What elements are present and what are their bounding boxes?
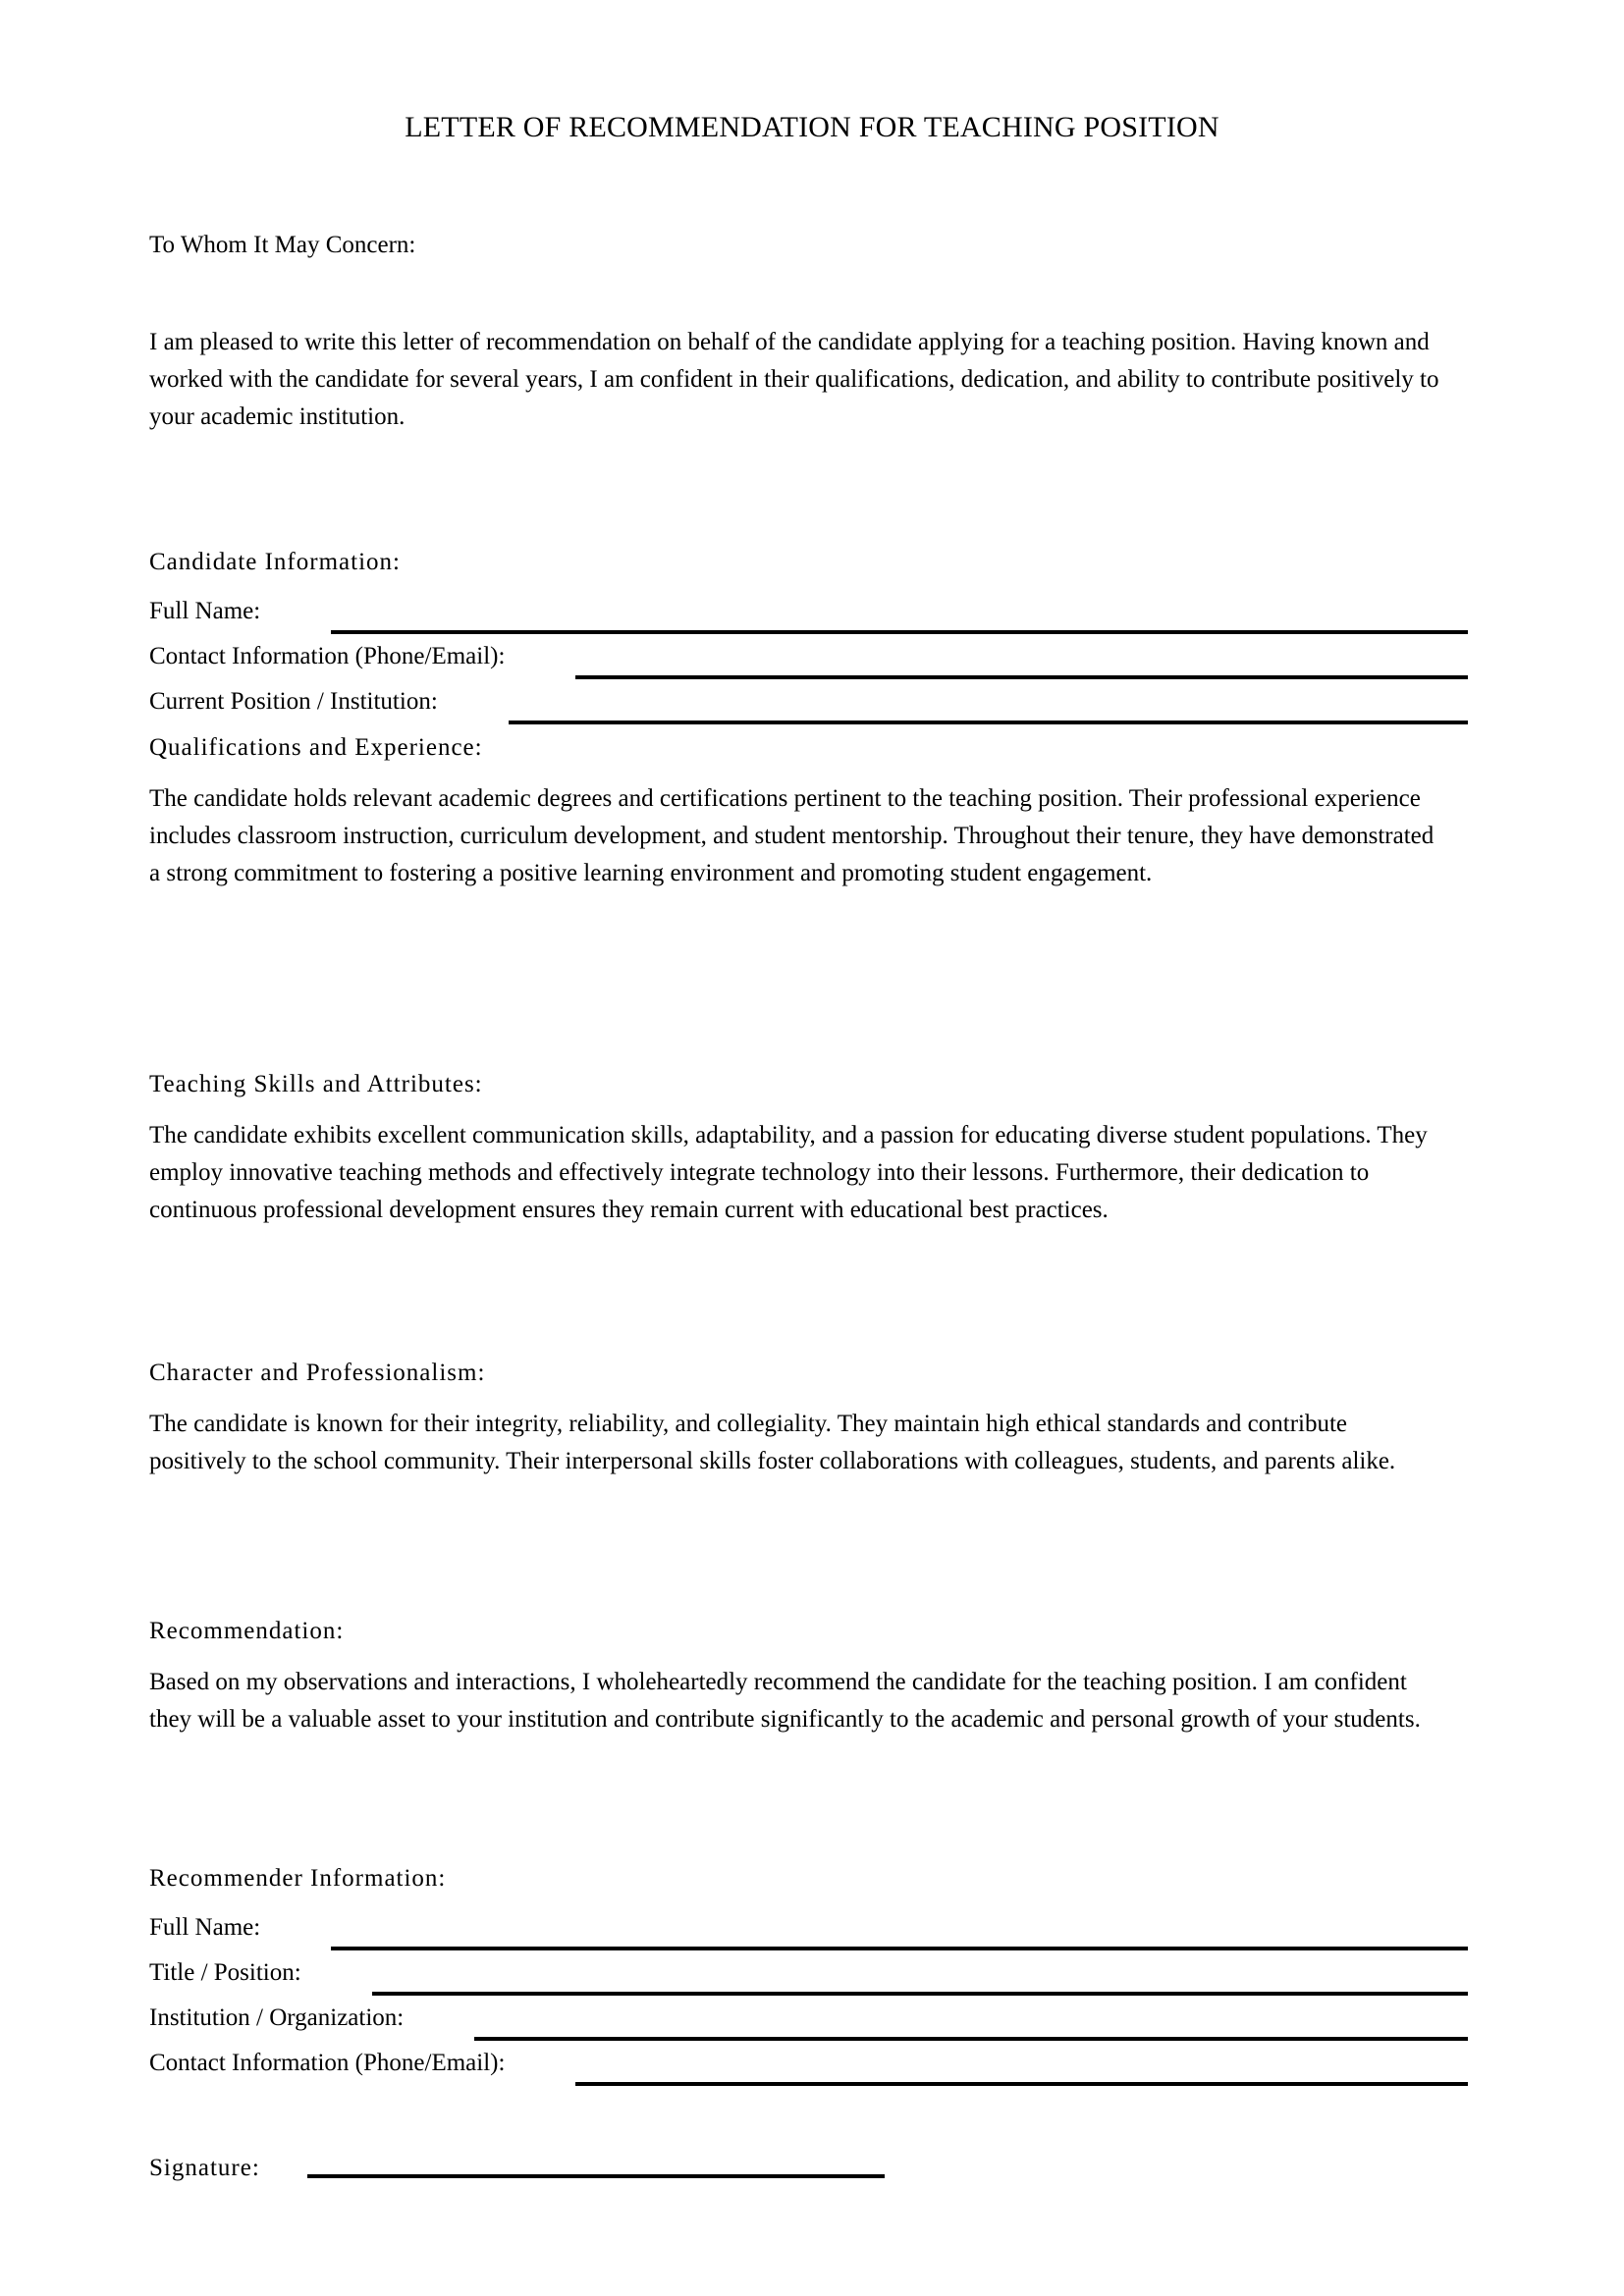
recommender-contact-input[interactable] bbox=[575, 2082, 1468, 2086]
recommender-title-input[interactable] bbox=[372, 1992, 1468, 1996]
recommender-information-block bbox=[149, 1862, 1468, 2092]
recommender-full-name-row bbox=[149, 1911, 1468, 1956]
candidate-contact-input[interactable] bbox=[575, 675, 1468, 679]
section-recommendation bbox=[149, 1615, 1443, 1738]
signature-row bbox=[149, 2142, 1468, 2185]
recommender-title-row bbox=[149, 1956, 1468, 2002]
candidate-information-block bbox=[149, 546, 1468, 730]
candidate-position-row bbox=[149, 685, 1468, 730]
section-teaching-skills-and-attributes bbox=[149, 1068, 1443, 1229]
candidate-position-label: Current Position / Institution: bbox=[149, 688, 438, 715]
salutation: To Whom It May Concern: bbox=[149, 232, 416, 258]
recommender-full-name-label: Full Name: bbox=[149, 1914, 261, 1941]
section-heading-character: Character and Professionalism: bbox=[149, 1360, 486, 1386]
candidate-position-input[interactable] bbox=[509, 721, 1468, 724]
recommender-contact-row bbox=[149, 2047, 1468, 2092]
intro-paragraph: I am pleased to write this letter of recommendation on behalf of the candidate applying for a teaching position. Having known and worked with the candidate for several years, I am confident in their qualifications, dedication, and ability to contribute positively to your academic institution. bbox=[149, 329, 1439, 430]
candidate-contact-label: Contact Information (Phone/Email): bbox=[149, 643, 506, 669]
signature-input[interactable] bbox=[307, 2174, 885, 2178]
section-body-teaching-skills: The candidate exhibits excellent communication skills, adaptability, and a passion for educating diverse student populations. They employ innovative teaching methods and effectively integrate technology into their lessons. Furthermore, their dedication to continuous professional development ensures they remain current with educational best practices. bbox=[149, 1122, 1428, 1223]
recommender-information-heading: Recommender Information: bbox=[149, 1865, 447, 1892]
candidate-full-name-label: Full Name: bbox=[149, 598, 261, 624]
page-title: LETTER OF RECOMMENDATION FOR TEACHING POSITION bbox=[405, 111, 1219, 143]
section-heading-recommendation: Recommendation: bbox=[149, 1618, 345, 1644]
recommender-full-name-input[interactable] bbox=[331, 1947, 1468, 1950]
recommender-institution-row bbox=[149, 2002, 1468, 2047]
section-body-character: The candidate is known for their integrity, reliability, and collegiality. They maintain high ethical standards and contribute positively to the school community. Their interpersonal skills foster collaborations with colleagues, students, and parents alike. bbox=[149, 1411, 1396, 1474]
section-character-and-professionalism bbox=[149, 1357, 1443, 1480]
candidate-full-name-input[interactable] bbox=[331, 630, 1468, 634]
candidate-contact-row bbox=[149, 640, 1468, 685]
section-body-recommendation: Based on my observations and interactions, I wholeheartedly recommend the candidate for the teaching position. I am confident they will be a valuable asset to your institution and contribute significantly to the academic and personal growth of your students. bbox=[149, 1669, 1421, 1733]
recommender-institution-input[interactable] bbox=[474, 2037, 1468, 2041]
section-heading-teaching-skills: Teaching Skills and Attributes: bbox=[149, 1071, 483, 1097]
section-body-qualifications: The candidate holds relevant academic degrees and certifications pertinent to the teaching position. Their professional experience includes classroom instruction, curriculum development, and student mentorship. Throughout their tenure, they have demonstrated a strong commitment to fostering a positive learning environment and promoting student engagement. bbox=[149, 785, 1435, 886]
section-qualifications-and-experience bbox=[149, 731, 1443, 892]
section-heading-qualifications: Qualifications and Experience: bbox=[149, 734, 483, 761]
recommender-institution-label: Institution / Organization: bbox=[149, 2004, 405, 2031]
signature-block bbox=[149, 2142, 1468, 2185]
recommender-title-label: Title / Position: bbox=[149, 1959, 301, 1986]
signature-label: Signature: bbox=[149, 2155, 260, 2181]
candidate-full-name-row bbox=[149, 595, 1468, 640]
recommender-contact-label: Contact Information (Phone/Email): bbox=[149, 2050, 506, 2076]
candidate-information-heading: Candidate Information: bbox=[149, 549, 401, 575]
